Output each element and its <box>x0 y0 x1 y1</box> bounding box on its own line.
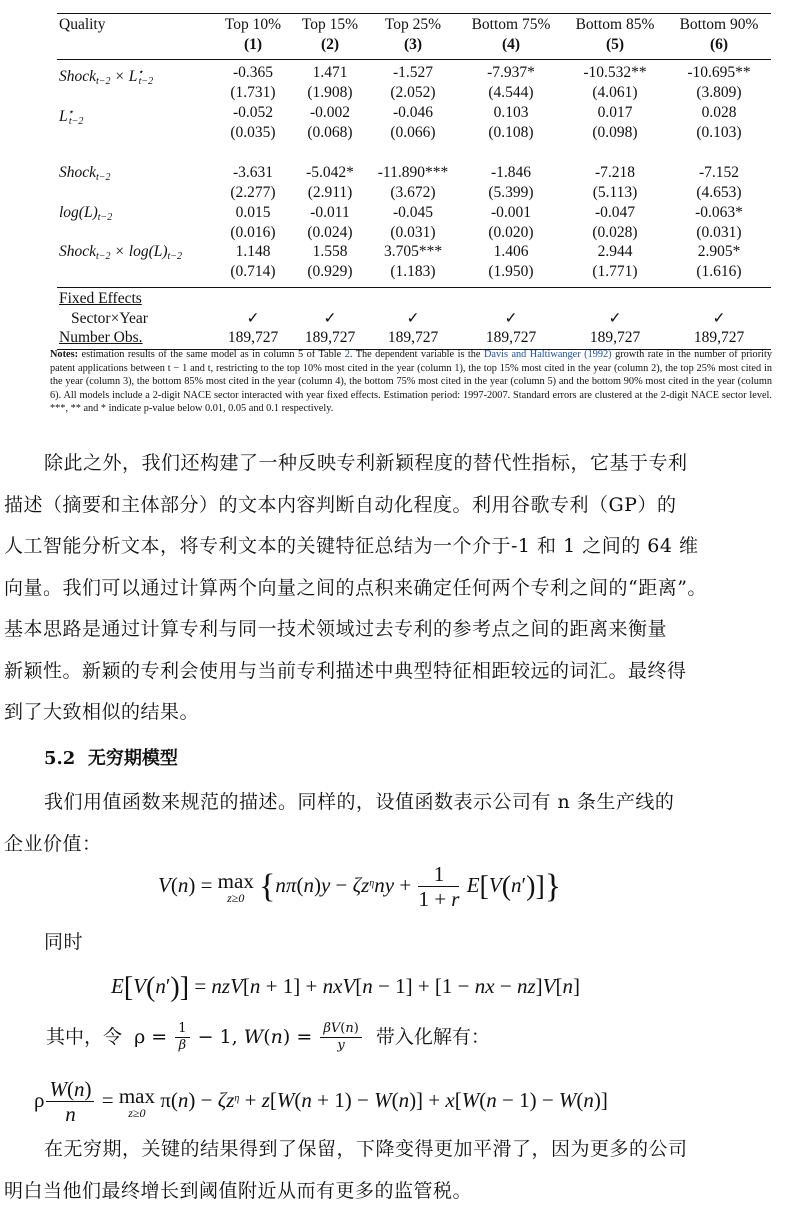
table-cell: (2.911) <box>292 183 368 203</box>
table-row <box>57 123 771 143</box>
mid-rule <box>57 287 771 288</box>
text-line: 描述（摘要和主体部分）的文本内容判断自动化程度。利用谷歌专利（GP）的 <box>0 485 786 527</box>
table-cell: -7.152 <box>667 163 771 183</box>
sector-year-label: Sector×Year <box>71 309 148 329</box>
table-row <box>57 163 771 183</box>
equation-value-function: V(n) = max z≥0 {$n\pi(n)y - \zeta z^\eta ny$ + $\frac{1}{1 + r}$ E[V(n′)]} <box>158 862 561 912</box>
table-cell: (1.908) <box>292 83 368 103</box>
table-ref-link[interactable]: 2 <box>345 349 350 360</box>
table-cell: (4.544) <box>459 83 563 103</box>
table-cell: (1.731) <box>217 83 289 103</box>
table-cell: (4.061) <box>563 83 667 103</box>
table-cell: 3.705*** <box>370 242 456 262</box>
column-header: Top 25% <box>370 15 456 35</box>
check-mark: ✓ <box>292 309 368 329</box>
paragraph-novelty <box>0 443 786 734</box>
table-row <box>57 203 771 223</box>
table-cell: 1.148 <box>217 242 289 262</box>
definition-line: 其中，令 ρ = $\frac{1}{\beta}$ − 1, W(n) = $\frac{\beta V(n)}{y}$ 带入化解有： <box>46 1022 490 1054</box>
obs-row <box>57 328 771 348</box>
table-cell: -0.063* <box>667 203 771 223</box>
check-mark: ✓ <box>217 309 289 329</box>
table-cell: 0.017 <box>563 103 667 123</box>
table-header-row <box>57 15 771 35</box>
section-title: 无穷期模型 <box>88 748 178 769</box>
table-cell: -11.890*** <box>370 163 456 183</box>
row-label-lstar: $L^⋆_{t-2}$ <box>59 103 83 132</box>
section-heading <box>44 744 178 770</box>
table-cell: -10.695** <box>667 63 771 83</box>
table-cell: (0.098) <box>563 123 667 143</box>
text-line: 到了大致相似的结果。 <box>0 692 786 734</box>
table-cell: -0.045 <box>370 203 456 223</box>
obs-value: 189,727 <box>459 328 563 348</box>
table-cell: (0.929) <box>292 262 368 282</box>
table-cell: (0.714) <box>217 262 289 282</box>
table-cell: (1.616) <box>667 262 771 282</box>
table-cell: (0.020) <box>459 223 563 243</box>
text-line: 企业价值： <box>0 824 786 866</box>
table-cell: (0.016) <box>217 223 289 243</box>
fixed-effects-row <box>57 289 771 309</box>
table-cell: (0.103) <box>667 123 771 143</box>
column-number-row <box>57 35 771 55</box>
table-cell: -7.218 <box>563 163 667 183</box>
table-cell: (1.771) <box>563 262 667 282</box>
text-line: 我们用值函数来规范的描述。同样的，设值函数表示公司有 n 条生产线的 <box>0 782 786 824</box>
text-line: 除此之外，我们还构建了一种反映专利新颖程度的替代性指标，它基于专利 <box>0 443 786 485</box>
equation-bellman: ρ $\frac{W(n)}{n}$ = max z≥0 $\pi(n) - \zeta z^\eta + z[W(n + 1) - W(n)] + x[W(n - 1) - W(n)]$ <box>34 1077 608 1127</box>
text-line: 在无穷期，关键的结果得到了保留，下降变得更加平滑了，因为更多的公司 <box>0 1129 786 1171</box>
table-cell: -1.846 <box>459 163 563 183</box>
table-cell: 0.028 <box>667 103 771 123</box>
table-cell: -7.937* <box>459 63 563 83</box>
table-cell: -5.042* <box>292 163 368 183</box>
check-mark: ✓ <box>563 309 667 329</box>
table-cell: 1.406 <box>459 242 563 262</box>
table-cell: (1.950) <box>459 262 563 282</box>
text-line: 基本思路是通过计算专利与同一技术领域过去专利的参考点之间的距离来衡量 <box>0 609 786 651</box>
table-cell: (3.809) <box>667 83 771 103</box>
table-cell: (5.113) <box>563 183 667 203</box>
header-rule <box>57 59 771 60</box>
table-row <box>57 242 771 262</box>
table-cell: -0.002 <box>292 103 368 123</box>
text-line: 向量。我们可以通过计算两个向量之间的点积来确定任何两个专利之间的“距离”。 <box>0 568 786 610</box>
column-number: (6) <box>667 35 771 55</box>
row-label-shock: Shock$_{t-2}$ <box>59 163 111 188</box>
table-cell: (0.031) <box>667 223 771 243</box>
obs-value: 189,727 <box>217 328 289 348</box>
table-cell: 0.103 <box>459 103 563 123</box>
paragraph-value-function <box>0 782 786 865</box>
check-mark: ✓ <box>459 309 563 329</box>
obs-value: 189,727 <box>292 328 368 348</box>
column-header: Bottom 75% <box>459 15 563 35</box>
table-cell: (0.068) <box>292 123 368 143</box>
citation-year-link[interactable]: (1992) <box>584 349 611 360</box>
table-cell: (0.108) <box>459 123 563 143</box>
equation-expectation: E[V(n′)] = nzV[n + 1] + nxV[n − 1] + [1 − nx − nz]V[n] <box>111 972 580 1004</box>
text-dairu: 带入化解有： <box>376 1026 490 1048</box>
table-row <box>57 262 771 282</box>
table-cell: (0.066) <box>370 123 456 143</box>
obs-value: 189,727 <box>667 328 771 348</box>
text-line: 同时 <box>0 922 786 964</box>
notes-text: growth rate in the number of priority patent applications between t − 1 and t, restricting to the top 10% most cited in the year (column 1), the top 15% most cited in the year (column 2), the top 25% most cited in the year (column 3), the bottom 85% most cited in the year (column 4), the bottom 75% most cited in the year (column 5) and the bottom 90% most cited in the year (column 6). All models include a 2-digit NACE sector interacted with year fixed effects. Estimation period: 1997-2007. Standard errors are clustered at the 2-digit NACE sector level. ***, ** and * indicate p-value below 0.01, 0.05 and 0.1 respectively. <box>50 349 772 414</box>
table-cell: (0.031) <box>370 223 456 243</box>
column-number: (5) <box>563 35 667 55</box>
column-header: Bottom 85% <box>563 15 667 35</box>
check-mark: ✓ <box>667 309 771 329</box>
table-notes <box>50 348 772 416</box>
notes-text: . The dependent variable is the <box>350 349 484 360</box>
quality-label: Quality <box>59 15 106 35</box>
table-cell: (1.183) <box>370 262 456 282</box>
table-row <box>57 103 771 123</box>
column-number: (1) <box>217 35 289 55</box>
table-cell: -1.527 <box>370 63 456 83</box>
table-cell: -0.011 <box>292 203 368 223</box>
table-cell: (4.653) <box>667 183 771 203</box>
notes-text: estimation results of the same model as in column 5 of Table <box>78 349 345 360</box>
table-cell: -10.532** <box>563 63 667 83</box>
obs-value: 189,727 <box>563 328 667 348</box>
table-cell: (0.024) <box>292 223 368 243</box>
text-line: 新颖性。新颖的专利会使用与当前专利描述中典型特征相距较远的词汇。最终得 <box>0 651 786 693</box>
table-cell: (3.672) <box>370 183 456 203</box>
fixed-effects-label: Fixed Effects <box>59 289 142 309</box>
row-label-shock-x-log-l: Shock$_{t-2}$ × $\log(L)_{t-2}$ <box>59 242 182 267</box>
text-line: 人工智能分析文本，将专利文本的关键特征总结为一个介于-1 和 1 之间的 64 维 <box>0 526 786 568</box>
table-cell: 1.471 <box>292 63 368 83</box>
table-cell: -0.365 <box>217 63 289 83</box>
paragraph-tongshi <box>0 922 786 964</box>
obs-value: 189,727 <box>370 328 456 348</box>
notes-label: Notes: <box>50 349 78 360</box>
table-cell: 1.558 <box>292 242 368 262</box>
table-cell: (0.035) <box>217 123 289 143</box>
column-header: Top 10% <box>217 15 289 35</box>
text-line: 明白当他们最终增长到阈值附近从而有更多的监管税。 <box>0 1171 786 1212</box>
sector-year-row <box>57 309 771 329</box>
table-cell: (2.277) <box>217 183 289 203</box>
table-cell: (5.399) <box>459 183 563 203</box>
table-cell: (2.052) <box>370 83 456 103</box>
table-cell: 0.015 <box>217 203 289 223</box>
table-cell: 2.905* <box>667 242 771 262</box>
column-number: (4) <box>459 35 563 55</box>
column-number: (2) <box>292 35 368 55</box>
table-cell: -3.631 <box>217 163 289 183</box>
obs-label: Number Obs. <box>59 328 143 348</box>
table-cell: -0.052 <box>217 103 289 123</box>
table-row <box>57 183 771 203</box>
table-row <box>57 83 771 103</box>
row-label-log-l: $\log(L)_{t-2}$ <box>59 203 112 228</box>
citation-link[interactable]: Davis and Haltiwanger <box>484 349 581 360</box>
table-row <box>57 63 771 83</box>
text-qizhong: 其中，令 <box>46 1026 122 1048</box>
row-label-shock-x-lstar: Shock$_{t-2}$ × $L^⋆_{t-2}$ <box>59 63 153 92</box>
top-rule <box>57 13 771 14</box>
table-row <box>57 223 771 243</box>
column-header: Bottom 90% <box>667 15 771 35</box>
column-header: Top 15% <box>292 15 368 35</box>
table-cell: -0.047 <box>563 203 667 223</box>
column-number: (3) <box>370 35 456 55</box>
table-cell: (0.028) <box>563 223 667 243</box>
check-mark: ✓ <box>370 309 456 329</box>
table-cell: -0.046 <box>370 103 456 123</box>
paragraph-infinite <box>0 1129 786 1212</box>
table-cell: -0.001 <box>459 203 563 223</box>
table-cell: 2.944 <box>563 242 667 262</box>
section-number: 5.2 <box>44 748 75 769</box>
